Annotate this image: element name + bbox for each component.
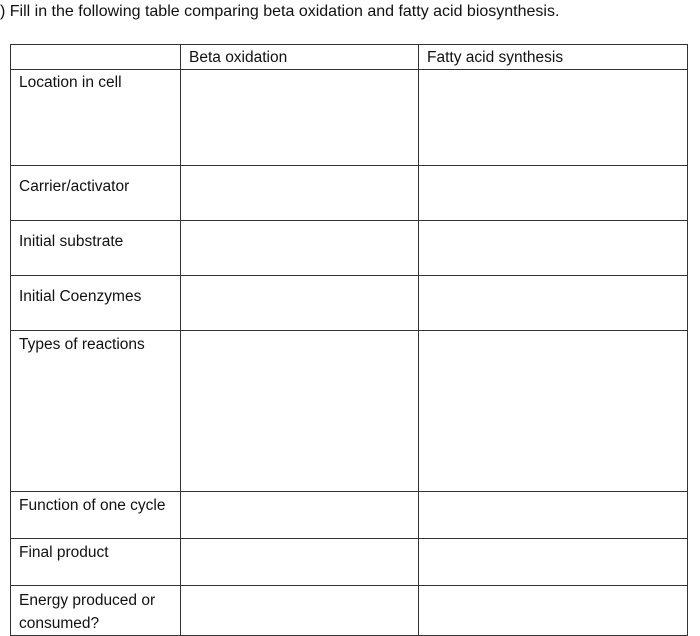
table-row — [11, 492, 688, 539]
answer-cell-synth-coenzymes[interactable] — [419, 276, 688, 331]
answer-cell-beta-substrate[interactable] — [181, 221, 419, 276]
table-row — [11, 331, 688, 492]
answer-cell-synth-location[interactable] — [419, 70, 688, 166]
answer-cell-synth-energy[interactable] — [419, 586, 688, 636]
table-row — [11, 276, 688, 331]
table-header-row — [11, 45, 688, 70]
table-row — [11, 70, 688, 166]
answer-cell-synth-reactions[interactable] — [419, 331, 688, 492]
answer-cell-beta-carrier[interactable] — [181, 166, 419, 221]
answer-cell-synth-final-product[interactable] — [419, 539, 688, 586]
row-label-final-product: Final product — [11, 539, 181, 586]
row-label-location: Location in cell — [11, 70, 181, 166]
answer-cell-beta-reactions[interactable] — [181, 331, 419, 492]
table-row — [11, 586, 688, 636]
table-row — [11, 539, 688, 586]
answer-cell-beta-final-product[interactable] — [181, 539, 419, 586]
header-corner-cell — [11, 45, 181, 70]
row-label-types-of-reactions: Types of reactions — [11, 331, 181, 492]
row-label-energy: Energy produced or consumed? — [11, 586, 181, 636]
row-label-carrier: Carrier/activator — [11, 166, 181, 221]
header-fatty-acid-synthesis: Fatty acid synthesis — [419, 45, 688, 70]
answer-cell-beta-energy[interactable] — [181, 586, 419, 636]
row-label-initial-substrate: Initial substrate — [11, 221, 181, 276]
row-label-initial-coenzymes: Initial Coenzymes — [11, 276, 181, 331]
table-row — [11, 221, 688, 276]
answer-cell-synth-substrate[interactable] — [419, 221, 688, 276]
answer-cell-beta-function[interactable] — [181, 492, 419, 539]
header-beta-oxidation: Beta oxidation — [181, 45, 419, 70]
answer-cell-beta-coenzymes[interactable] — [181, 276, 419, 331]
answer-cell-beta-location[interactable] — [181, 70, 419, 166]
answer-cell-synth-function[interactable] — [419, 492, 688, 539]
question-text: ) Fill in the following table comparing beta oxidation and fatty acid biosynthesis. — [0, 3, 560, 20]
comparison-table — [10, 44, 688, 636]
table-row — [11, 166, 688, 221]
answer-cell-synth-carrier[interactable] — [419, 166, 688, 221]
row-label-function-of-cycle: Function of one cycle — [11, 492, 181, 539]
